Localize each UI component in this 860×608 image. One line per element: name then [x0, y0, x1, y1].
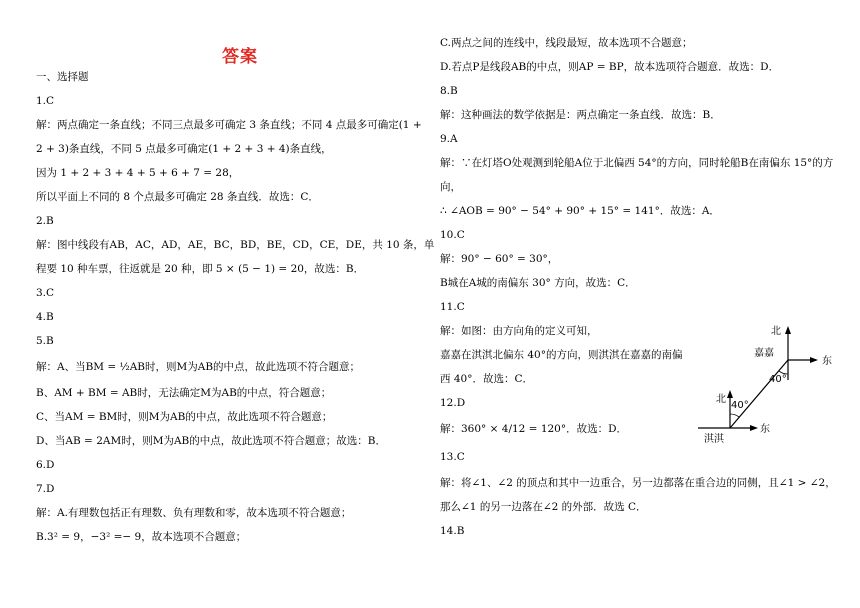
text-line: 10.C [440, 229, 465, 241]
text-line: 5.B [36, 335, 54, 347]
text-line: B城在A城的南偏东 30° 方向，故选：C． [440, 277, 636, 289]
answer-title: 答案 [222, 47, 258, 67]
text-line: 解：如图：由方向角的定义可知， [440, 325, 598, 337]
text-line: C.两点之间的连线中，线段最短，故本选项不合题意； [440, 37, 693, 49]
text-line: 程要 10 种车票，往返就是 20 种，即 5 × (5 − 1) = 20，故选：B． [36, 263, 365, 275]
text-line: 14.B [440, 525, 465, 537]
text-line: 2 + 3)条直线，不同 5 点最多可确定(1 + 2 + 3 + 4)条直线， [36, 143, 332, 155]
text-line: 解：∵在灯塔O处观测到轮船A位于北偏西 54°的方向，同时轮船B在南偏东 15°的方 [440, 157, 834, 169]
text-line: 解：A、当BM = ½AB时，则M为AB的中点，故此选项不符合题意； [36, 361, 361, 373]
label-angle-bottom: 40° [731, 400, 749, 411]
text-line: 解：这种画法的数学依据是：两点确定一条直线．故选：B． [440, 109, 721, 121]
label-north-top: 北 [771, 326, 781, 337]
text-line: 所以平面上不同的 8 个点最多可确定 28 条直线．故选：C． [36, 191, 319, 203]
text-line: 因为 1 + 2 + 3 + 4 + 5 + 6 + 7 = 28， [36, 167, 240, 179]
text-line: ∴ ∠AOB = 90° − 54° + 90° + 15° = 141°．故选：A． [440, 205, 720, 217]
text-line: 解：A.有理数包括正有理数、负有理数和零，故本选项不符合题意； [36, 507, 352, 519]
text-line: 西 40°．故选：C． [440, 373, 533, 385]
label-north-bottom: 北 [716, 394, 726, 405]
text-line: 解：360° × 4/12 = 120°．故选：D． [440, 423, 628, 435]
text-line: 那么∠1 的另一边落在∠2 的外部．故选 C． [440, 501, 647, 513]
label-jiajia: 嘉嘉 [754, 348, 774, 359]
text-line: 解：两点确定一条直线；不同三点最多可确定 3 条直线；不同 4 点最多可确定(1 + [36, 119, 422, 131]
text-line: B.3² = 9，−3² =− 9，故本选项不合题意； [36, 531, 247, 543]
text-line: 11.C [440, 301, 465, 313]
label-qiqi: 淇淇 [704, 434, 724, 445]
text-line: 解：90° − 60° = 30°， [440, 253, 559, 265]
text-line: C、当AM = BM时，则M为AB的中点，故此选项不符合题意； [36, 411, 333, 423]
text-line: 一、选择题 [36, 71, 89, 83]
text-line: 12.D [440, 397, 466, 409]
direction-diagram [690, 318, 840, 448]
label-east-bottom: 东 [760, 424, 770, 435]
text-line: 8.B [440, 85, 458, 97]
text-line: 2.B [36, 215, 54, 227]
text-line: 6.D [36, 459, 55, 471]
text-line: 向， [440, 181, 461, 193]
text-line: 13.C [440, 451, 465, 463]
text-line: 3.C [36, 287, 55, 299]
text-line: 解：图中线段有AB，AC，AD，AE，BC，BD，BE，CD，CE，DE，共 10 条，单 [36, 239, 435, 251]
label-angle-top: 40° [769, 374, 787, 385]
text-line: 嘉嘉在淇淇北偏东 40°的方向，则淇淇在嘉嘉的南偏 [440, 349, 683, 361]
text-line: 9.A [440, 133, 458, 145]
text-line: 解：将∠1、∠2 的顶点和其中一边重合，另一边都落在重合边的同侧，且∠1 > ∠2， [440, 477, 836, 489]
text-line: D、当AB = 2AM时，则M为AB的中点，故此选项不符合题意；故选：B． [36, 435, 386, 447]
text-line: 1.C [36, 95, 55, 107]
text-line: 4.B [36, 311, 54, 323]
text-line: B、AM + BM = AB时，无法确定M为AB的中点，符合题意； [36, 387, 332, 399]
text-line: 7.D [36, 483, 55, 495]
text-line: D.若点P是线段AB的中点，则AP = BP，故本选项符合题意．故选：D． [440, 61, 780, 73]
label-east-top: 东 [822, 356, 832, 367]
